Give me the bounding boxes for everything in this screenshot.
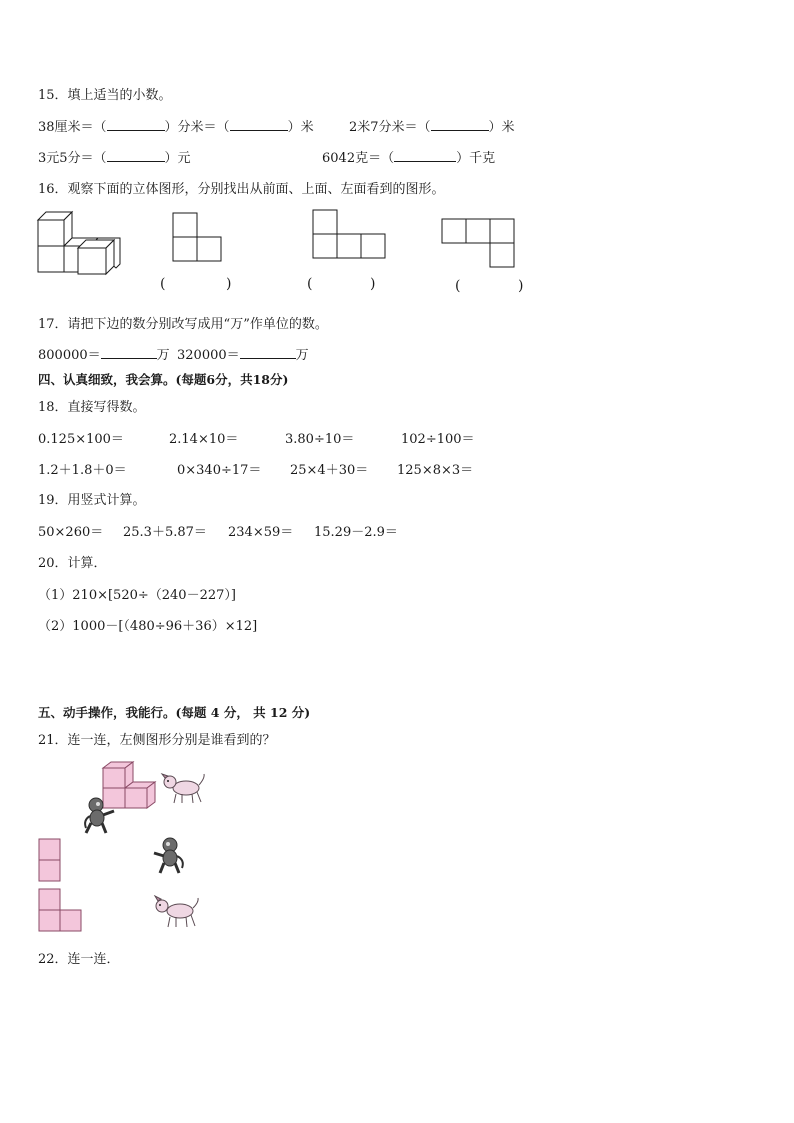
view-option-1[interactable] (38, 838, 62, 882)
answer-paren-close[interactable]: ) (226, 276, 232, 292)
q15-row1-b: 2米7分米＝（ ）米 (349, 120, 515, 135)
q18-row1-item: 2.14×10＝ (169, 432, 239, 447)
q15-title: 15．填上适当的小数。 (38, 88, 172, 103)
q22-title: 22．连一连． (38, 952, 120, 967)
answer-blank[interactable] (431, 118, 489, 131)
section-4-heading: 四、认真细致，我会算。(每题6分，共18分) (38, 372, 289, 387)
q18-row1-item: 102÷100＝ (401, 432, 475, 447)
dog-icon[interactable] (150, 895, 202, 931)
monkey-icon[interactable] (152, 836, 190, 876)
q16-title: 16．观察下面的立体图形，分别找出从前面、上面、左面看到的图形。 (38, 182, 445, 197)
answer-paren-close[interactable]: ) (370, 276, 376, 292)
q20-title: 20．计算． (38, 556, 107, 571)
q15-row1-a: 38厘米＝（ ）分米＝（ ）米 (38, 120, 314, 135)
answer-paren-open: ( (455, 278, 461, 294)
view-figure-a (172, 212, 226, 264)
answer-blank[interactable] (240, 346, 296, 359)
q15-row2-a: 3元5分＝（ ）元 (38, 151, 191, 166)
q20-part-1: （1）210×[520÷（240－227）] (38, 588, 236, 603)
answer-paren-close[interactable]: ) (518, 278, 524, 294)
q18-row2-item: 1.2＋1.8＋0＝ (38, 463, 127, 478)
answer-blank[interactable] (101, 346, 157, 359)
cube-stack-figure (36, 210, 126, 276)
q17-item-b: 320000＝ 万 (177, 348, 309, 363)
view-option-2[interactable] (38, 888, 84, 932)
q15-row2-b: 6042克＝（ ）千克 (322, 151, 496, 166)
answer-blank[interactable] (230, 118, 288, 131)
view-figure-c (441, 218, 521, 270)
q18-row2-item: 0×340÷17＝ (177, 463, 262, 478)
q18-row2-item: 125×8×3＝ (397, 463, 474, 478)
q19-item: 15.29－2.9＝ (314, 525, 398, 540)
q20-part-2: （2）1000－[（480÷96＋36）×12] (38, 619, 258, 634)
q17-item-a: 800000＝ 万 (38, 348, 170, 363)
q17-title: 17．请把下边的数分别改写成用“万”作单位的数。 (38, 317, 328, 332)
q18-row1-item: 0.125×100＝ (38, 432, 124, 447)
answer-paren-open: ( (307, 276, 313, 292)
q19-item: 234×59＝ (228, 525, 294, 540)
section-5-heading: 五、动手操作，我能行。(每题 4 分， 共 12 分) (38, 705, 311, 720)
answer-blank[interactable] (107, 118, 165, 131)
view-figure-b (312, 209, 390, 261)
monkey-icon (80, 796, 118, 836)
q19-item: 50×260＝ (38, 525, 104, 540)
q18-title: 18．直接写得数。 (38, 400, 146, 415)
q18-row1-item: 3.80÷10＝ (285, 432, 355, 447)
dog-icon (158, 772, 208, 806)
q18-row2-item: 25×4＋30＝ (290, 463, 369, 478)
answer-blank[interactable] (394, 149, 456, 162)
answer-blank[interactable] (107, 149, 165, 162)
q19-title: 19．用竖式计算。 (38, 493, 146, 508)
answer-paren-open: ( (160, 276, 166, 292)
q21-title: 21．连一连，左侧图形分别是谁看到的？ (38, 733, 276, 748)
q19-item: 25.3＋5.87＝ (123, 525, 207, 540)
